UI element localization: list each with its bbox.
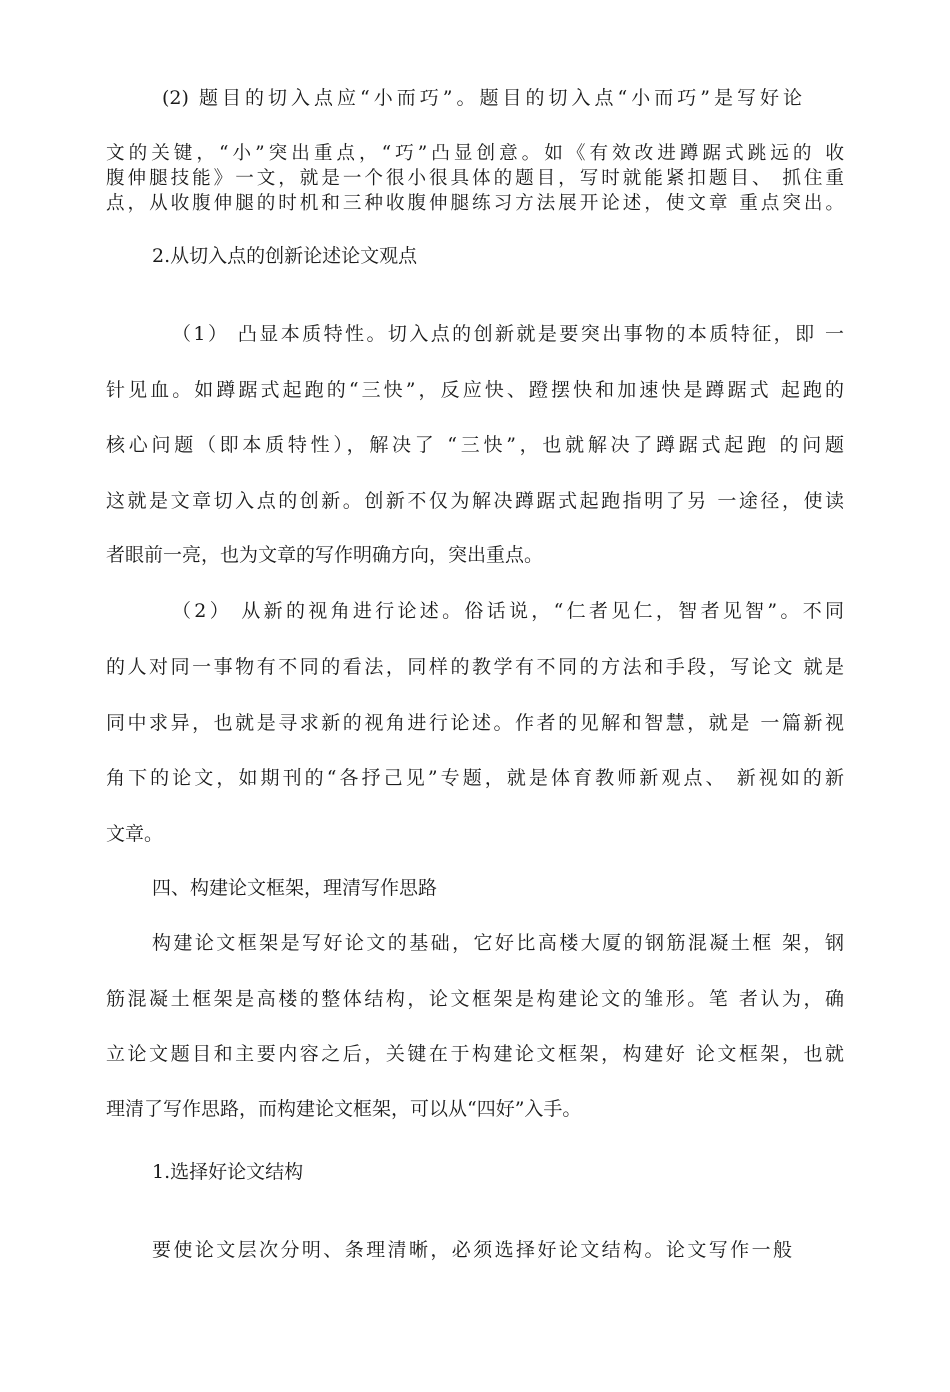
paragraph-line: 立论文题目和主要内容之后，关键在于构建论文框架，构建好 论文框架，也就 bbox=[106, 1043, 844, 1065]
paragraph-line: 文的关键，“小”突出重点，“巧”凸显创意。如《有效改进蹲踞式跳远的 收 bbox=[106, 143, 844, 164]
paragraph-line: 这就是文章切入点的创新。创新不仅为解决蹲踞式起跑指明了另 一途径，使读 bbox=[106, 490, 844, 512]
paragraph-line: 的人对同一事物有不同的看法，同样的教学有不同的方法和手段，写论文 就是 bbox=[106, 656, 844, 678]
paragraph-line: 文章。 bbox=[106, 823, 164, 845]
paragraph-line: 同中求异，也就是寻求新的视角进行论述。作者的见解和智慧，就是 一篇新视 bbox=[106, 712, 844, 734]
paragraph-line: 者眼前一亮，也为文章的写作明确方向，突出重点。 bbox=[106, 544, 544, 566]
paragraph-line: 筋混凝土框架是高楼的整体结构，论文框架是构建论文的雏形。笔 者认为，确 bbox=[106, 988, 844, 1010]
paragraph-line: 腹伸腿技能》一文，就是一个很小很具体的题目，写时就能紧扣题目、 抓住重 bbox=[106, 168, 844, 189]
section-heading: 1.选择好论文结构 bbox=[152, 1161, 304, 1183]
paragraph-line: （2） 从新的视角进行论述。俗话说，“仁者见仁，智者见智”。不同 bbox=[172, 600, 844, 622]
paragraph-line: 角下的论文，如期刊的“各抒己见”专题，就是体育教师新观点、 新视如的新 bbox=[106, 767, 844, 789]
paragraph-line: 核心问题（即本质特性），解决了 “三快”，也就解决了蹲踞式起跑 的问题 bbox=[106, 434, 844, 456]
section-heading: 2.从切入点的创新论述论文观点 bbox=[152, 245, 418, 267]
paragraph-line: （1） 凸显本质特性。切入点的创新就是要突出事物的本质特征，即 一 bbox=[172, 323, 844, 345]
paragraph-line: 针见血。如蹲踞式起跑的“三快”，反应快、蹬摆快和加速快是蹲踞式 起跑的 bbox=[106, 379, 844, 401]
paragraph-line: 理清了写作思路，而构建论文框架，可以从“四好”入手。 bbox=[106, 1098, 582, 1120]
paragraph-line: 要使论文层次分明、条理清晰，必须选择好论文结构。论文写作一般 bbox=[152, 1239, 792, 1261]
paragraph-line: (2) 题目的切入点应“小而巧”。题目的切入点“小而巧”是写好论 bbox=[162, 87, 802, 109]
paragraph-line: 构建论文框架是写好论文的基础，它好比高楼大厦的钢筋混凝土框 架，钢 bbox=[152, 932, 844, 954]
section-heading: 四、构建论文框架，理清写作思路 bbox=[152, 877, 438, 899]
paragraph-line: 点，从收腹伸腿的时机和三种收腹伸腿练习方法展开论述，使文章 重点突出。 bbox=[106, 193, 844, 214]
